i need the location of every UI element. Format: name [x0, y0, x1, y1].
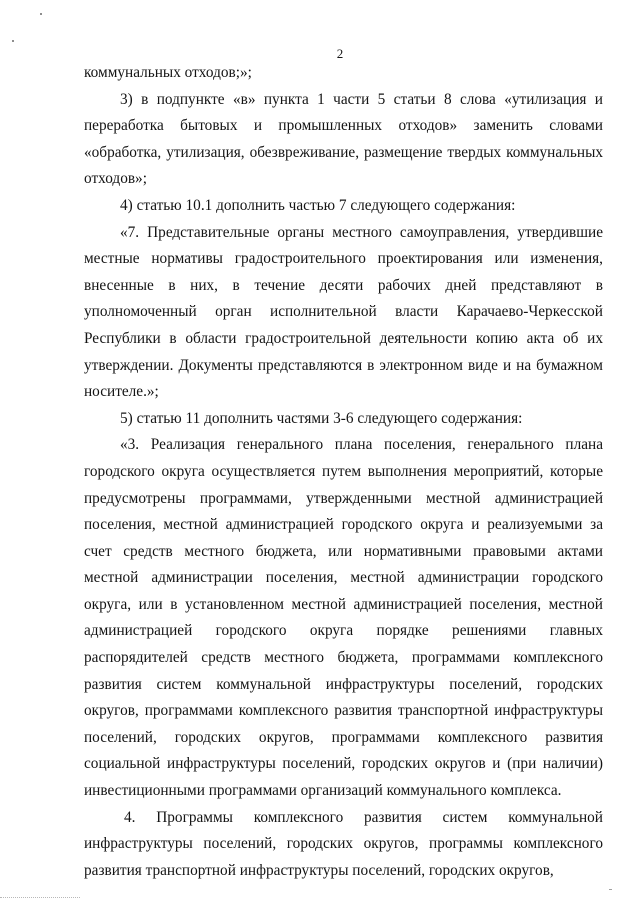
scan-speck: [12, 40, 14, 42]
footer-rule: [0, 897, 80, 898]
document-body: [84, 60, 603, 884]
scan-speck: [40, 13, 42, 15]
paragraph-item-3: 3) в подпункте «в» пункта 1 части 5 статьи 8 слова «утилизация и переработка бытовых и промышленных отходов» заменить словами «обработка, утилизация, обезвреживание, размещение твердых коммунальных отходов»;: [84, 90, 603, 188]
paragraph-item-4: 4) статью 10.1 дополнить частью 7 следующего содержания:: [120, 196, 516, 214]
paragraph-part-4: 4. Программы комплексного развития систем коммунальной инфраструктуры поселений, городских округов, программы комплексного развития транспортной инфраструктуры поселений, городских округов,: [84, 808, 603, 879]
paragraph-part-7: «7. Представительные органы местного самоуправления, утвердившие местные нормативы градостроительного проектирования или изменения, внесенные в них, в течение десяти рабочих дней представляют в уполномоченный орган исполнительной власти Карачаево-Черкесской Республики в области градостроительной деятельности копию акта об их утверждении. Документы представляются в электронном виде и на бумажном носителе.»;: [84, 223, 603, 401]
paragraph-continuation: коммунальных отходов;»;: [84, 64, 252, 81]
page-number: 2: [336, 46, 344, 61]
paragraph-part-3: «3. Реализация генерального плана поселения, генерального плана городского округа осуществляется путем выполнения мероприятий, которые предусмотрены программами, утвержденными местной администрацией поселения, местной администрацией городского округа и реализуемыми за счет средств местного бюджета, или нормативными правовыми актами местной администрации поселения, местной администрации городского округа, или в установленном местной администрацией поселения, местной администрацией городского округа порядке решениями главных распорядителей средств местного бюджета, программами комплексного развития систем коммунальной инфраструктуры поселений, городских округов, программами комплексного развития транспортной инфраструктуры поселений, городских округов, программами комплексного развития социальной инфраструктуры поселений, городских округов и (при наличии) инвестиционными программами организаций коммунального комплекса.: [84, 436, 603, 800]
paragraph-item-5: 5) статью 11 дополнить частями 3-6 следующего содержания:: [120, 409, 523, 427]
scan-mark: [609, 889, 612, 890]
